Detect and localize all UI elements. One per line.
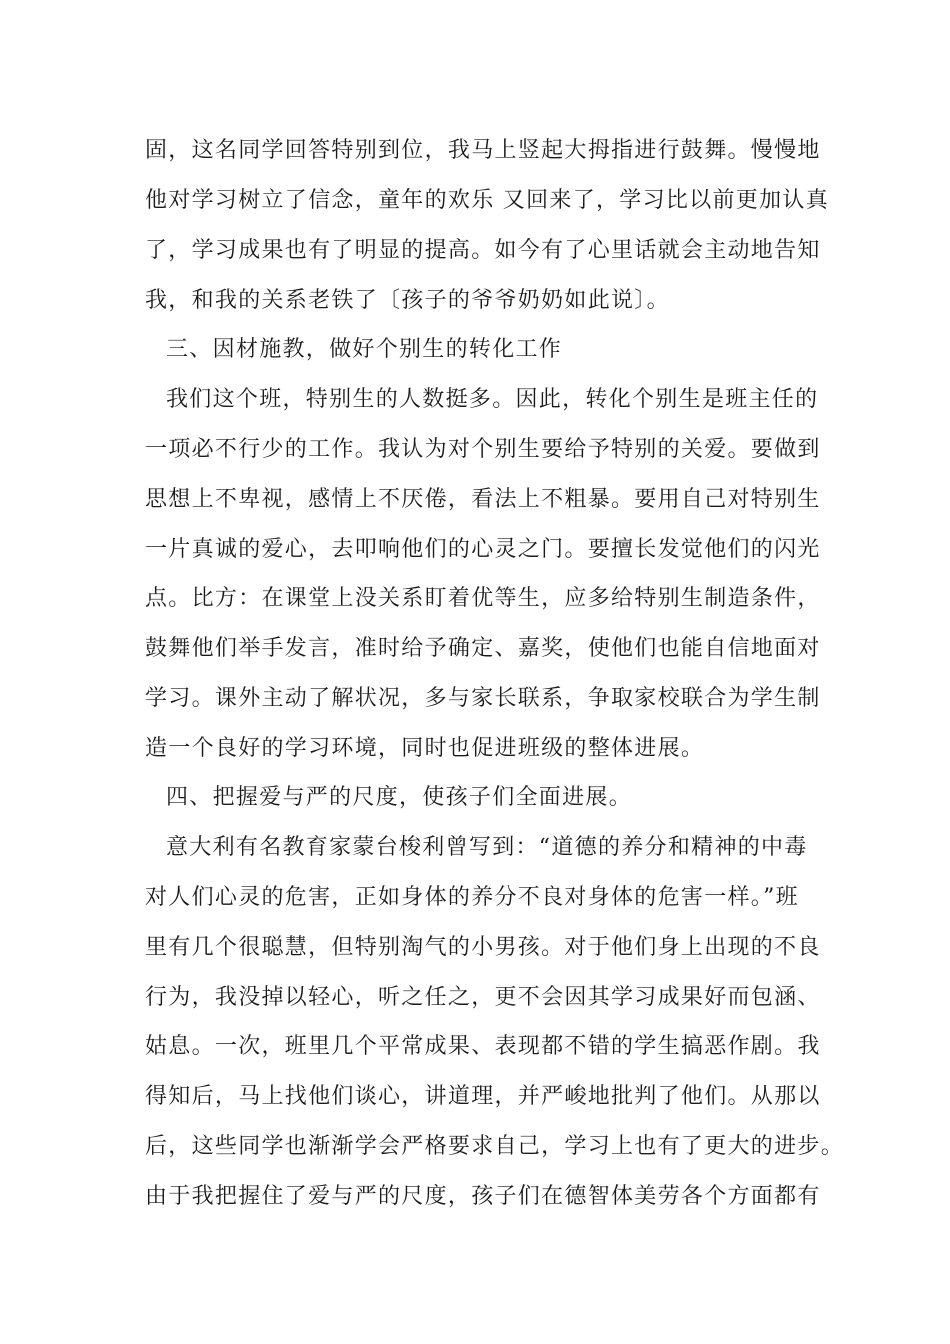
text-line: 固，这名同学回答特别到位，我马上竖起大拇指进行鼓舞。慢慢地	[145, 138, 821, 163]
text-line: 点。比方：在课堂上没关系盯着优等生，应多给特别生制造条件，	[145, 586, 821, 611]
section-heading: 四、把握爱与严的尺度，使孩子们全面进展。	[166, 785, 633, 810]
text-line: 了，学习成果也有了明显的提高。如今有了心里话就会主动地告知	[145, 238, 821, 263]
text-line: 意大利有名教育家蒙台梭利曾写到：“道德的养分和精神的中毒	[166, 835, 808, 860]
text-line: 他对学习树立了信念，童年的欢乐 又回来了，学习比以前更加认真	[145, 188, 829, 213]
text-line: 学习。课外主动了解状况，多与家长联系，争取家校联合为学生制	[145, 686, 821, 711]
text-line: 后，这些同学也渐渐学会严格要求自己，学习上也有了更大的进步。	[145, 1134, 845, 1159]
text-line: 造一个良好的学习环境，同时也促进班级的整体进展。	[145, 736, 705, 761]
text-line: 对人们心灵的危害，正如身体的养分不良对身体的危害一样。”班	[145, 885, 799, 910]
text-line: 里有几个很聪慧，但特别淘气的小男孩。对于他们身上出现的不良	[145, 935, 821, 960]
text-line: 姑息。一次，班里几个平常成果、表现都不错的学生搞恶作剧。我	[145, 1034, 821, 1059]
text-line: 由于我把握住了爱与严的尺度，孩子们在德智体美劳各个方面都有	[145, 1184, 821, 1209]
text-line: 我们这个班，特别生的人数挺多。因此，转化个别生是班主任的	[166, 387, 819, 412]
text-line: 思想上不卑视，感情上不厌倦，看法上不粗暴。要用自己对特别生	[145, 487, 821, 512]
text-line: 一项必不行少的工作。我认为对个别生要给予特别的关爱。要做到	[145, 437, 821, 462]
text-line: 行为，我没掉以轻心，听之任之，更不会因其学习成果好而包涵、	[145, 985, 821, 1010]
text-line: 得知后，马上找他们谈心，讲道理，并严峻地批判了他们。从那以	[145, 1084, 821, 1109]
text-line: 我，和我的关系老铁了〔孩子的爷爷奶奶如此说〕。	[145, 288, 670, 313]
text-line: 鼓舞他们举手发言，准时给予确定、嘉奖，使他们也能自信地面对	[145, 636, 821, 661]
text-line: 一片真诚的爱心，去叩响他们的心灵之门。要擅长发觉他们的闪光	[145, 537, 821, 562]
section-heading: 三、因材施教，做好个别生的转化工作	[166, 337, 563, 362]
